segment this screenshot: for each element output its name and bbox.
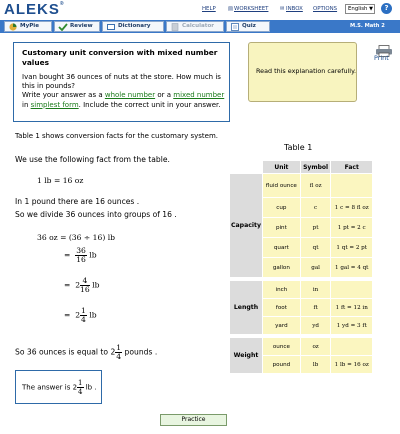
symbol-cell: pt bbox=[300, 218, 331, 238]
conversion-table bbox=[229, 160, 373, 374]
checkmark-icon bbox=[58, 23, 68, 31]
fraction: $\frac{1}{4}$ bbox=[78, 379, 83, 396]
whole-number-link[interactable]: whole number bbox=[104, 91, 156, 100]
header-fact: Fact bbox=[331, 161, 373, 174]
question-text bbox=[22, 73, 227, 110]
symbol-cell: fl oz bbox=[300, 174, 331, 198]
category-weight: Weight bbox=[230, 338, 263, 374]
step-2-text: So we divide 36 ounces into groups of 16 . bbox=[15, 210, 177, 219]
fraction: $\frac{4}{16}$ bbox=[80, 276, 90, 294]
language-select[interactable]: English ▼ bbox=[345, 4, 375, 14]
inbox-link[interactable]: ✉INBOX bbox=[280, 6, 303, 12]
header-symbol: Symbol bbox=[300, 161, 331, 174]
symbol-cell: lb bbox=[300, 356, 331, 374]
pie-chart-icon bbox=[8, 23, 18, 31]
unit-cell: yard bbox=[263, 317, 301, 335]
category-length: Length bbox=[230, 281, 263, 335]
worksheet-icon: ▤ bbox=[228, 6, 234, 12]
explanation-note: Read this explanation carefully. bbox=[248, 42, 357, 102]
table-intro: Table 1 shows conversion facts for the customary system. bbox=[15, 132, 219, 140]
mixed-number-link[interactable]: mixed number bbox=[173, 91, 225, 100]
unit-cell: cup bbox=[263, 198, 301, 218]
question-line-1: Ivan bought 36 ounces of nuts at the store. How much is this in pounds? bbox=[22, 73, 221, 91]
table-caption: Table 1 bbox=[284, 143, 313, 152]
fraction: $\frac{1}{4}$ bbox=[81, 306, 86, 324]
table-row bbox=[230, 281, 373, 299]
unit-cell: ounce bbox=[263, 338, 301, 356]
table-row bbox=[230, 338, 373, 356]
fraction: $\frac{36}{16}$ bbox=[76, 246, 86, 264]
symbol-cell: ft bbox=[300, 299, 331, 317]
options-link[interactable]: OPTIONS bbox=[313, 6, 338, 12]
tab-dictionary[interactable]: Dictionary bbox=[102, 21, 164, 32]
table-corner bbox=[230, 161, 263, 174]
help-link[interactable]: HELP bbox=[202, 6, 216, 12]
fact-cell bbox=[331, 281, 373, 299]
answer-text: The answer is 2 $\frac{1}{4}$ lb . bbox=[22, 379, 97, 396]
unit-cell: fluid ounce bbox=[263, 174, 301, 198]
equation-4: = 2 $\frac{1}{4}$ lb bbox=[64, 306, 97, 324]
envelope-icon: ✉ bbox=[280, 6, 285, 12]
fact-cell bbox=[331, 338, 373, 356]
conclusion-text: So 36 ounces is equal to 2 $\frac{1}{4}$ pounds . bbox=[15, 343, 158, 361]
course-title: M.S. Math 2 bbox=[350, 23, 385, 29]
fact-cell: 1 ft = 12 in bbox=[331, 299, 373, 317]
question-line-3: in simplest form. Include the correct unit in your answer. bbox=[22, 100, 221, 109]
tab-mypie[interactable]: MyPie bbox=[4, 21, 52, 32]
symbol-cell: gal bbox=[300, 258, 331, 278]
step-1-text: In 1 pound there are 16 ounces . bbox=[15, 197, 140, 206]
quiz-icon bbox=[230, 23, 240, 31]
fact-intro: We use the following fact from the table. bbox=[15, 155, 170, 164]
question-title: Customary unit conversion with mixed number values bbox=[22, 48, 218, 67]
fact-cell bbox=[331, 174, 373, 198]
aleks-logo: ALEKS® bbox=[4, 1, 64, 18]
symbol-cell: in bbox=[300, 281, 331, 299]
table-row bbox=[230, 174, 373, 198]
unit-cell: foot bbox=[263, 299, 301, 317]
fact-cell: 1 qt = 2 pt bbox=[331, 238, 373, 258]
symbol-cell: c bbox=[300, 198, 331, 218]
category-capacity: Capacity bbox=[230, 174, 263, 278]
top-bar bbox=[0, 0, 400, 20]
unit-cell: gallon bbox=[263, 258, 301, 278]
fact-cell: 1 pt = 2 c bbox=[331, 218, 373, 238]
unit-cell: pound bbox=[263, 356, 301, 374]
question-box bbox=[13, 42, 230, 122]
tab-review[interactable]: Review bbox=[54, 21, 100, 32]
fact-cell: 1 gal = 4 qt bbox=[331, 258, 373, 278]
fact-equation: 1 lb = 16 oz bbox=[37, 176, 84, 185]
question-line-2: Write your answer as a whole number or a mixed number bbox=[22, 91, 225, 100]
equation-1: 36 oz = (36 ÷ 16) lb bbox=[37, 233, 115, 242]
unit-cell: inch bbox=[263, 281, 301, 299]
chevron-down-icon: ▼ bbox=[369, 6, 373, 12]
symbol-cell: qt bbox=[300, 238, 331, 258]
help-question-icon[interactable]: ? bbox=[381, 3, 392, 14]
fraction: $\frac{1}{4}$ bbox=[116, 343, 122, 361]
equation-2: = $\frac{36}{16}$ lb bbox=[64, 246, 97, 264]
fact-cell: 1 yd = 3 ft bbox=[331, 317, 373, 335]
practice-button[interactable]: Practice bbox=[160, 414, 227, 426]
symbol-cell: yd bbox=[300, 317, 331, 335]
tab-calculator[interactable]: Calculator bbox=[166, 21, 224, 32]
book-icon bbox=[106, 23, 116, 31]
equation-3: = 2 $\frac{4}{16}$ lb bbox=[64, 276, 100, 294]
tab-quiz[interactable]: Quiz bbox=[226, 21, 270, 32]
fact-cell: 1 lb = 16 oz bbox=[331, 356, 373, 374]
calculator-icon bbox=[170, 23, 180, 31]
symbol-cell: oz bbox=[300, 338, 331, 356]
answer-box bbox=[15, 370, 102, 404]
table-header-row bbox=[230, 161, 373, 174]
worksheet-link[interactable]: ▤WORKSHEET bbox=[228, 6, 269, 12]
fact-cell: 1 c = 8 fl oz bbox=[331, 198, 373, 218]
nav-bar bbox=[0, 20, 400, 33]
simplest-form-link[interactable]: simplest form bbox=[30, 100, 79, 109]
unit-cell: quart bbox=[263, 238, 301, 258]
unit-cell: pint bbox=[263, 218, 301, 238]
header-unit: Unit bbox=[263, 161, 301, 174]
print-button[interactable]: Print bbox=[374, 42, 396, 67]
